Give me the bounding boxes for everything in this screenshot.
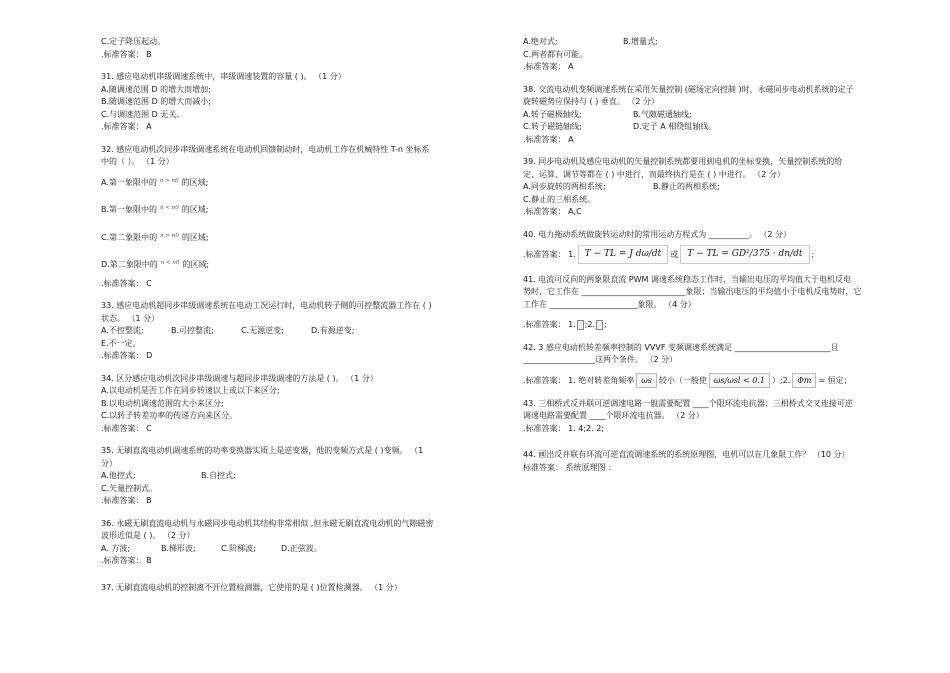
option-c: C.定子降压起动。 (101, 37, 166, 46)
answer-end: ; (811, 249, 815, 259)
option-c: C.矢量控制式。 (101, 483, 158, 493)
standard-answer: .标准答案： B (101, 49, 152, 59)
question-37 (101, 582, 491, 595)
formula-n-lt-n0: n < n0 (160, 260, 180, 266)
standard-answer: .标准答案： A (523, 134, 574, 144)
question-stem-cont: 定、运算、调节等都在 ( ) 中进行，而最终执行是在 ( ) 中进行。 （2 分） (523, 169, 785, 179)
option-d-suffix: 的区域; (182, 260, 210, 269)
option-c: C.转子磁链轴线; (523, 122, 582, 131)
option-d: D.正弦波。 (281, 543, 322, 553)
question-stem-cont: 中的（ ）。 （1 分） (101, 157, 174, 166)
answer-prefix: .标准答案： 1. 绝对转差角频率 (523, 375, 635, 385)
question-stem: 33. 感应电动机超同步串级调速系统在电动工况运行时，电动机转子侧的可控整流器工作在 ( ) (101, 301, 432, 310)
answer-end: ; (604, 320, 607, 329)
option-c (101, 230, 491, 245)
standard-answer (523, 245, 913, 264)
option-c: C.阶梯波; (221, 543, 256, 553)
option-c: C.两者都有可能。 (523, 49, 588, 59)
question-36 (101, 518, 491, 568)
standard-answer (523, 373, 913, 388)
question-stem: 34. 区分感应电动机次同步串级调速与超同步串级调速的方法是 ( )。 （1 分） (101, 373, 378, 383)
question-32 (101, 144, 491, 291)
standard-answer (523, 319, 913, 332)
question-stem: 32. 感应电动机次同步串级调速系统在电动机回馈制动时，电动机工作在机械特性 T-n 坐标系 (101, 144, 430, 154)
question-44 (523, 449, 913, 474)
answer-mid: ;2. (584, 320, 596, 329)
question-42 (523, 342, 913, 388)
formula-n-lt-n0: n < n0 (160, 205, 179, 211)
question-stem: 42. 3 感应电动机转差频率控制的 VVVF 变频调速系统满足 ________________________且 (523, 342, 839, 352)
question-38 (523, 84, 913, 147)
question-stem-cont: 波形近似是 ( )。 （2 分） (101, 531, 195, 540)
question-43 (523, 398, 913, 436)
options-row (523, 121, 913, 134)
question-34 (101, 373, 491, 436)
option-b: B.增量式; (623, 37, 658, 46)
option-a: A.不控整流; (101, 326, 144, 335)
question-33 (101, 300, 491, 363)
option-a: A.转子磁极轴线; (523, 109, 582, 119)
option-a: A.他控式; (101, 471, 136, 480)
question-39 (523, 156, 913, 219)
question-stem: 37. 无刷直流电动机的控制离不开位置检测器，它使用的是 ( )位置检测器。 （1 分） (101, 582, 402, 592)
options-row (523, 109, 913, 122)
answer-prefix: .标准答案： 1. (523, 249, 576, 259)
question-35 (101, 445, 491, 508)
standard-answer: .标准答案： D (101, 351, 153, 360)
question-stem-cont: 工作在 ______________________象限。 （4 分） (523, 299, 696, 309)
formula-omega-s: ωs (636, 373, 657, 388)
question-stem: 35. 无刷直流电动机调速系统的功率变换器实质上是逆变器，他的变频方式是 ( )变频。 （1 (101, 446, 424, 455)
options-row (523, 181, 913, 194)
question-stem-cont: 旋转磁势应保持与 ( ) 垂直。 （2 分） (523, 97, 660, 106)
option-c: C.无源逆变; (241, 326, 284, 335)
option-b: B.以电动机调速范围的大小来区分; (101, 398, 224, 408)
standard-answer: .标准答案： B (101, 556, 152, 565)
option-b: B.静止的两相系统; (653, 182, 720, 191)
option-d: D.有源逆变; (311, 326, 355, 335)
question-stem: 40. 电力拖动系统做旋转运动时的常用运动方程式为 __________。 （2 分） (523, 229, 791, 239)
option-c-suffix: 的区域; (181, 232, 209, 242)
standard-answer: .标准答案： 1. 4;2. 2; (523, 423, 605, 433)
answer-prefix: .标准答案： 1. (523, 320, 576, 329)
right-column (523, 36, 913, 484)
image-placeholder-icon (596, 320, 603, 330)
answer-mid2: ）;2. (771, 375, 791, 385)
equation-image-1: T − TL = J dω/dt (578, 245, 669, 264)
question-stem: 44. 画出反并联有环流可逆直流调速系统的系统原理图，电机可以在几象限工作？ （10 分） (523, 450, 850, 459)
formula-slip-ratio: ωs/ωsl < 0.1 (709, 373, 770, 388)
option-c: C.静止的三相系统。 (523, 194, 596, 204)
question-stem-cont: __________________这两个条件。 （2 分） (523, 355, 678, 364)
question-41 (523, 274, 913, 332)
question-stem: 38. 交流电动机变频调速系统在采用矢量控制 (磁场定向控制 )时，永磁同步电动机系统的定子 (523, 84, 854, 94)
option-b: B.自控式; (201, 471, 236, 480)
standard-answer: .标准答案： A,C (523, 207, 582, 216)
option-a (101, 175, 491, 190)
standard-answer: .标准答案： A (101, 122, 152, 131)
answer-mid: 较小（一般使 (658, 375, 707, 385)
options-row (101, 470, 491, 483)
option-d-prefix: D.第二象限中的 (101, 260, 158, 269)
answer-end: = 恒定； (818, 375, 852, 385)
standard-answer: .标准答案： C (101, 278, 152, 288)
option-c-prefix: C.第二象限中的 (101, 232, 158, 242)
question-stem-cont: 分） (101, 458, 117, 468)
option-b: B.可控整流; (171, 326, 214, 335)
question-37-tail (523, 36, 913, 74)
option-a: A. 方波; (101, 543, 131, 553)
answer-or: 或 (670, 249, 679, 259)
option-d: D.定子 A 相绕组轴线。 (633, 122, 717, 131)
question-stem: 36. 永磁无刷直流电动机与永磁同步电动机其结构非常相似 ,但永磁无刷直流电动机的气隙磁密 (101, 518, 434, 528)
left-column (101, 36, 491, 604)
question-stem-cont: 调速电路需要配置 ____个限环流电抗器。 （2 分） (523, 411, 704, 420)
formula-n-gt-n0: n > n0 (160, 232, 179, 239)
formula-n-gt-n0: n > n0 (159, 177, 179, 184)
question-stem: 43. 三相桥式反并联可逆调速电路一般需要配置 ____个限环流电抗器；三相桥式交叉连接可逆 (523, 398, 853, 408)
option-b (101, 202, 491, 217)
option-b-prefix: B.第一象限中的 (101, 205, 158, 214)
option-d (101, 257, 491, 272)
option-a: A.同步旋转的两相系统; (523, 182, 606, 191)
question-30-tail (101, 36, 491, 61)
options-row (101, 325, 491, 338)
standard-answer: .标准答案： B (101, 496, 152, 505)
options-row (523, 36, 913, 49)
option-b: B.梯形波; (161, 543, 196, 553)
equation-image-2: T − TL = GD²/375 · dn/dt (680, 245, 809, 264)
question-stem-cont: 状态。 （1 分） (101, 313, 160, 323)
standard-answer: .标准答案： A (523, 62, 574, 71)
question-31 (101, 71, 491, 134)
option-a: A.以电动机是否工作在同步转速以上或以下来区分; (101, 386, 280, 395)
question-stem: 41. 电流可反向的两象限直流 PWM 调速系统稳态工作时，当输出电压的平均值大于电机反电 (523, 274, 851, 284)
option-a: A.随调速范围 D 的增大而增加; (101, 84, 211, 94)
standard-answer: 标准答案： 系统原理图 ： (523, 462, 617, 472)
formula-flux: Φm (792, 373, 816, 388)
option-b: B.随调速范围 D 的增大而减小; (101, 97, 211, 106)
option-e: E.不一定。 (101, 338, 141, 348)
question-stem: 31. 感应电动机串级调速系统中，串级调速装置的容量 ( )。 （1 分） (101, 72, 346, 81)
option-c: C.与调速范围 D 无关。 (101, 109, 185, 119)
question-stem-cont: 势时，它工作在 __________________________象限；当输出电压的平均值小于电机反电势时，它 (523, 287, 862, 296)
option-b: B.气隙磁通轴线; (633, 109, 692, 119)
options-row (101, 543, 491, 556)
option-a: A.绝对式; (523, 37, 558, 46)
option-a-suffix: 的区域; (181, 177, 209, 187)
question-40 (523, 229, 913, 264)
standard-answer: .标准答案： C (101, 423, 152, 433)
question-stem: 39. 同步电动机及感应电动机的矢量控制系统都要用到电机的坐标变换，矢量控制系统的给 (523, 157, 843, 166)
option-c: C.以转子转差功率的传递方向来区分。 (101, 411, 238, 420)
option-b-suffix: 的区域; (181, 205, 209, 214)
option-a-prefix: A.第一象限中的 (101, 177, 157, 187)
image-placeholder-icon (577, 320, 584, 330)
